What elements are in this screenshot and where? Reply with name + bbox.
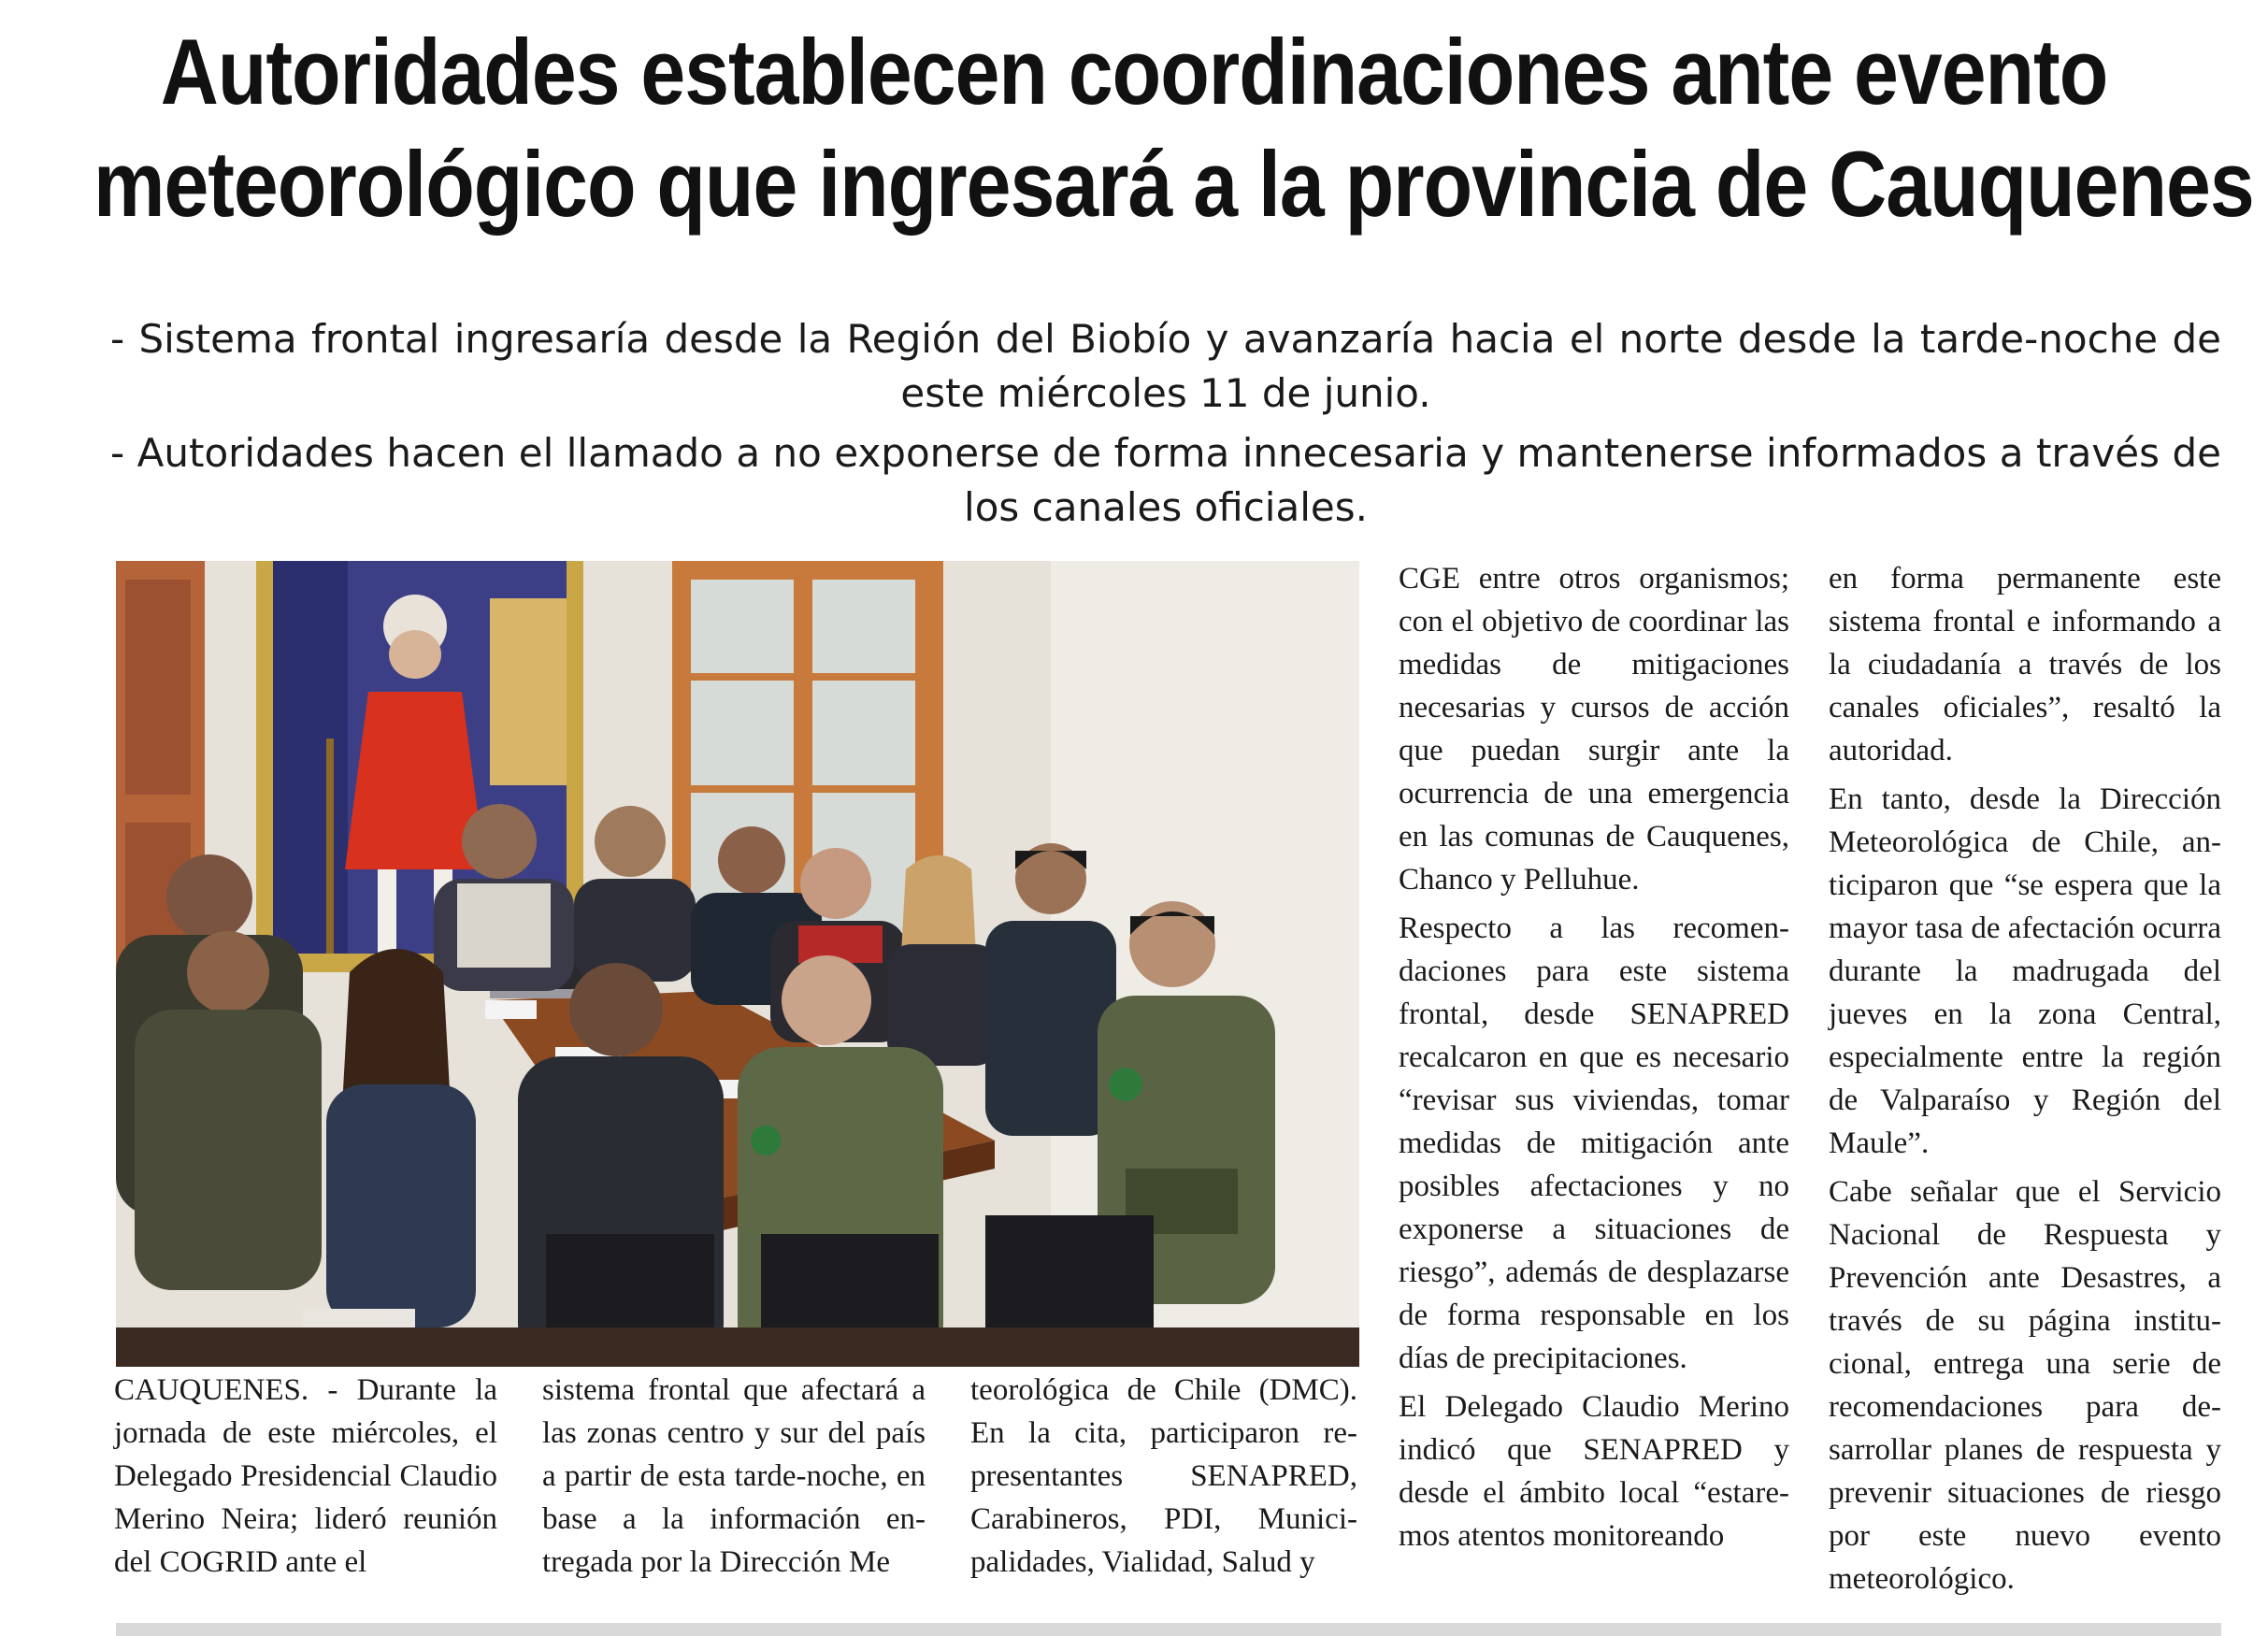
- meeting-photo-illustration: [116, 561, 1359, 1367]
- body-column-5: [1829, 557, 2221, 1606]
- body-paragraph: CAUQUENES. - Durante la jornada de este miércoles, el Delegado Presidencial Claudio Merino Neira; lideró reunión del COGRID ante el: [114, 1373, 497, 1579]
- headline: [93, 17, 2254, 240]
- bullet-2: - Autoridades hacen el llamado a no exponerse de forma innecesaria y mantenerse informados a través de los canales oficiales.: [110, 430, 2221, 530]
- subheadline-bullets: [110, 312, 2221, 540]
- bullet-1: - Sistema frontal ingresaría desde la Región del Biobío y avanzaría hacia el norte desde la tarde-noche de este miércoles 11 de junio.: [110, 316, 2221, 416]
- body-paragraph: teorológica de Chile (DMC). En la cita, participaron representantes SENAPRED, Carabineros, PDI, Municipalidades, Vialidad, Salud y: [970, 1373, 1357, 1579]
- body-paragraph: En tanto, desde la Dirección Meteorológica de Chile, anticiparon que “se espera que la mayor tasa de afectación ocurra durante la madrugada del jueves en la zona Central, especialmente entre la región de Valparaíso y Región del Maule”.: [1829, 782, 2221, 1160]
- bottom-divider: [116, 1623, 2221, 1636]
- headline-line-2: meteorológico que ingresará a la provincia de Cauquenes: [93, 133, 2254, 237]
- body-paragraph: en forma permanente este sistema frontal e informando a la ciudadanía a través de los canales oficiales”, resaltó la autoridad.: [1829, 562, 2221, 768]
- body-paragraph: CGE entre otros organismos; con el objetivo de coordinar las medidas de mitigaciones necesarias y cursos de acción que puedan surgir ante la ocurrencia de una emergencia en las comunas de Cauquenes, Chanco y Pelluhue.: [1399, 562, 1789, 897]
- body-column-3: [970, 1369, 1357, 1589]
- body-paragraph: Cabe señalar que el Servicio Nacional de Respuesta y Prevención ante Desastres, a través de su página institucional, entrega una serie de recomendaciones para desarrollar planes de respuesta y prevenir situaciones de riesgo por este nuevo evento meteorológico.: [1829, 1175, 2221, 1596]
- body-paragraph: sistema frontal que afectará a las zonas centro y sur del país a partir de esta tarde-noche, en base a la información entregada por la Dirección Me: [542, 1373, 926, 1579]
- headline-line-1: Autoridades establecen coordinaciones ante evento: [160, 21, 2108, 125]
- body-column-1: [114, 1369, 497, 1589]
- body-paragraph: Respecto a las recomendaciones para este sistema frontal, desde SENAPRED recalcaron en que es necesario “revisar sus viviendas, tomar medidas de mitigación ante posibles afectaciones y no exponerse a situaciones de riesgo”, además de desplazarse de forma responsable en los días de precipitaciones.: [1399, 911, 1789, 1375]
- body-column-2: [542, 1369, 926, 1589]
- body-paragraph: El Delegado Claudio Merino indicó que SENAPRED y desde el ámbito local “estaremos atentos monitoreando: [1399, 1390, 1789, 1553]
- meeting-photo: [116, 561, 1359, 1367]
- body-column-4: [1399, 557, 1789, 1563]
